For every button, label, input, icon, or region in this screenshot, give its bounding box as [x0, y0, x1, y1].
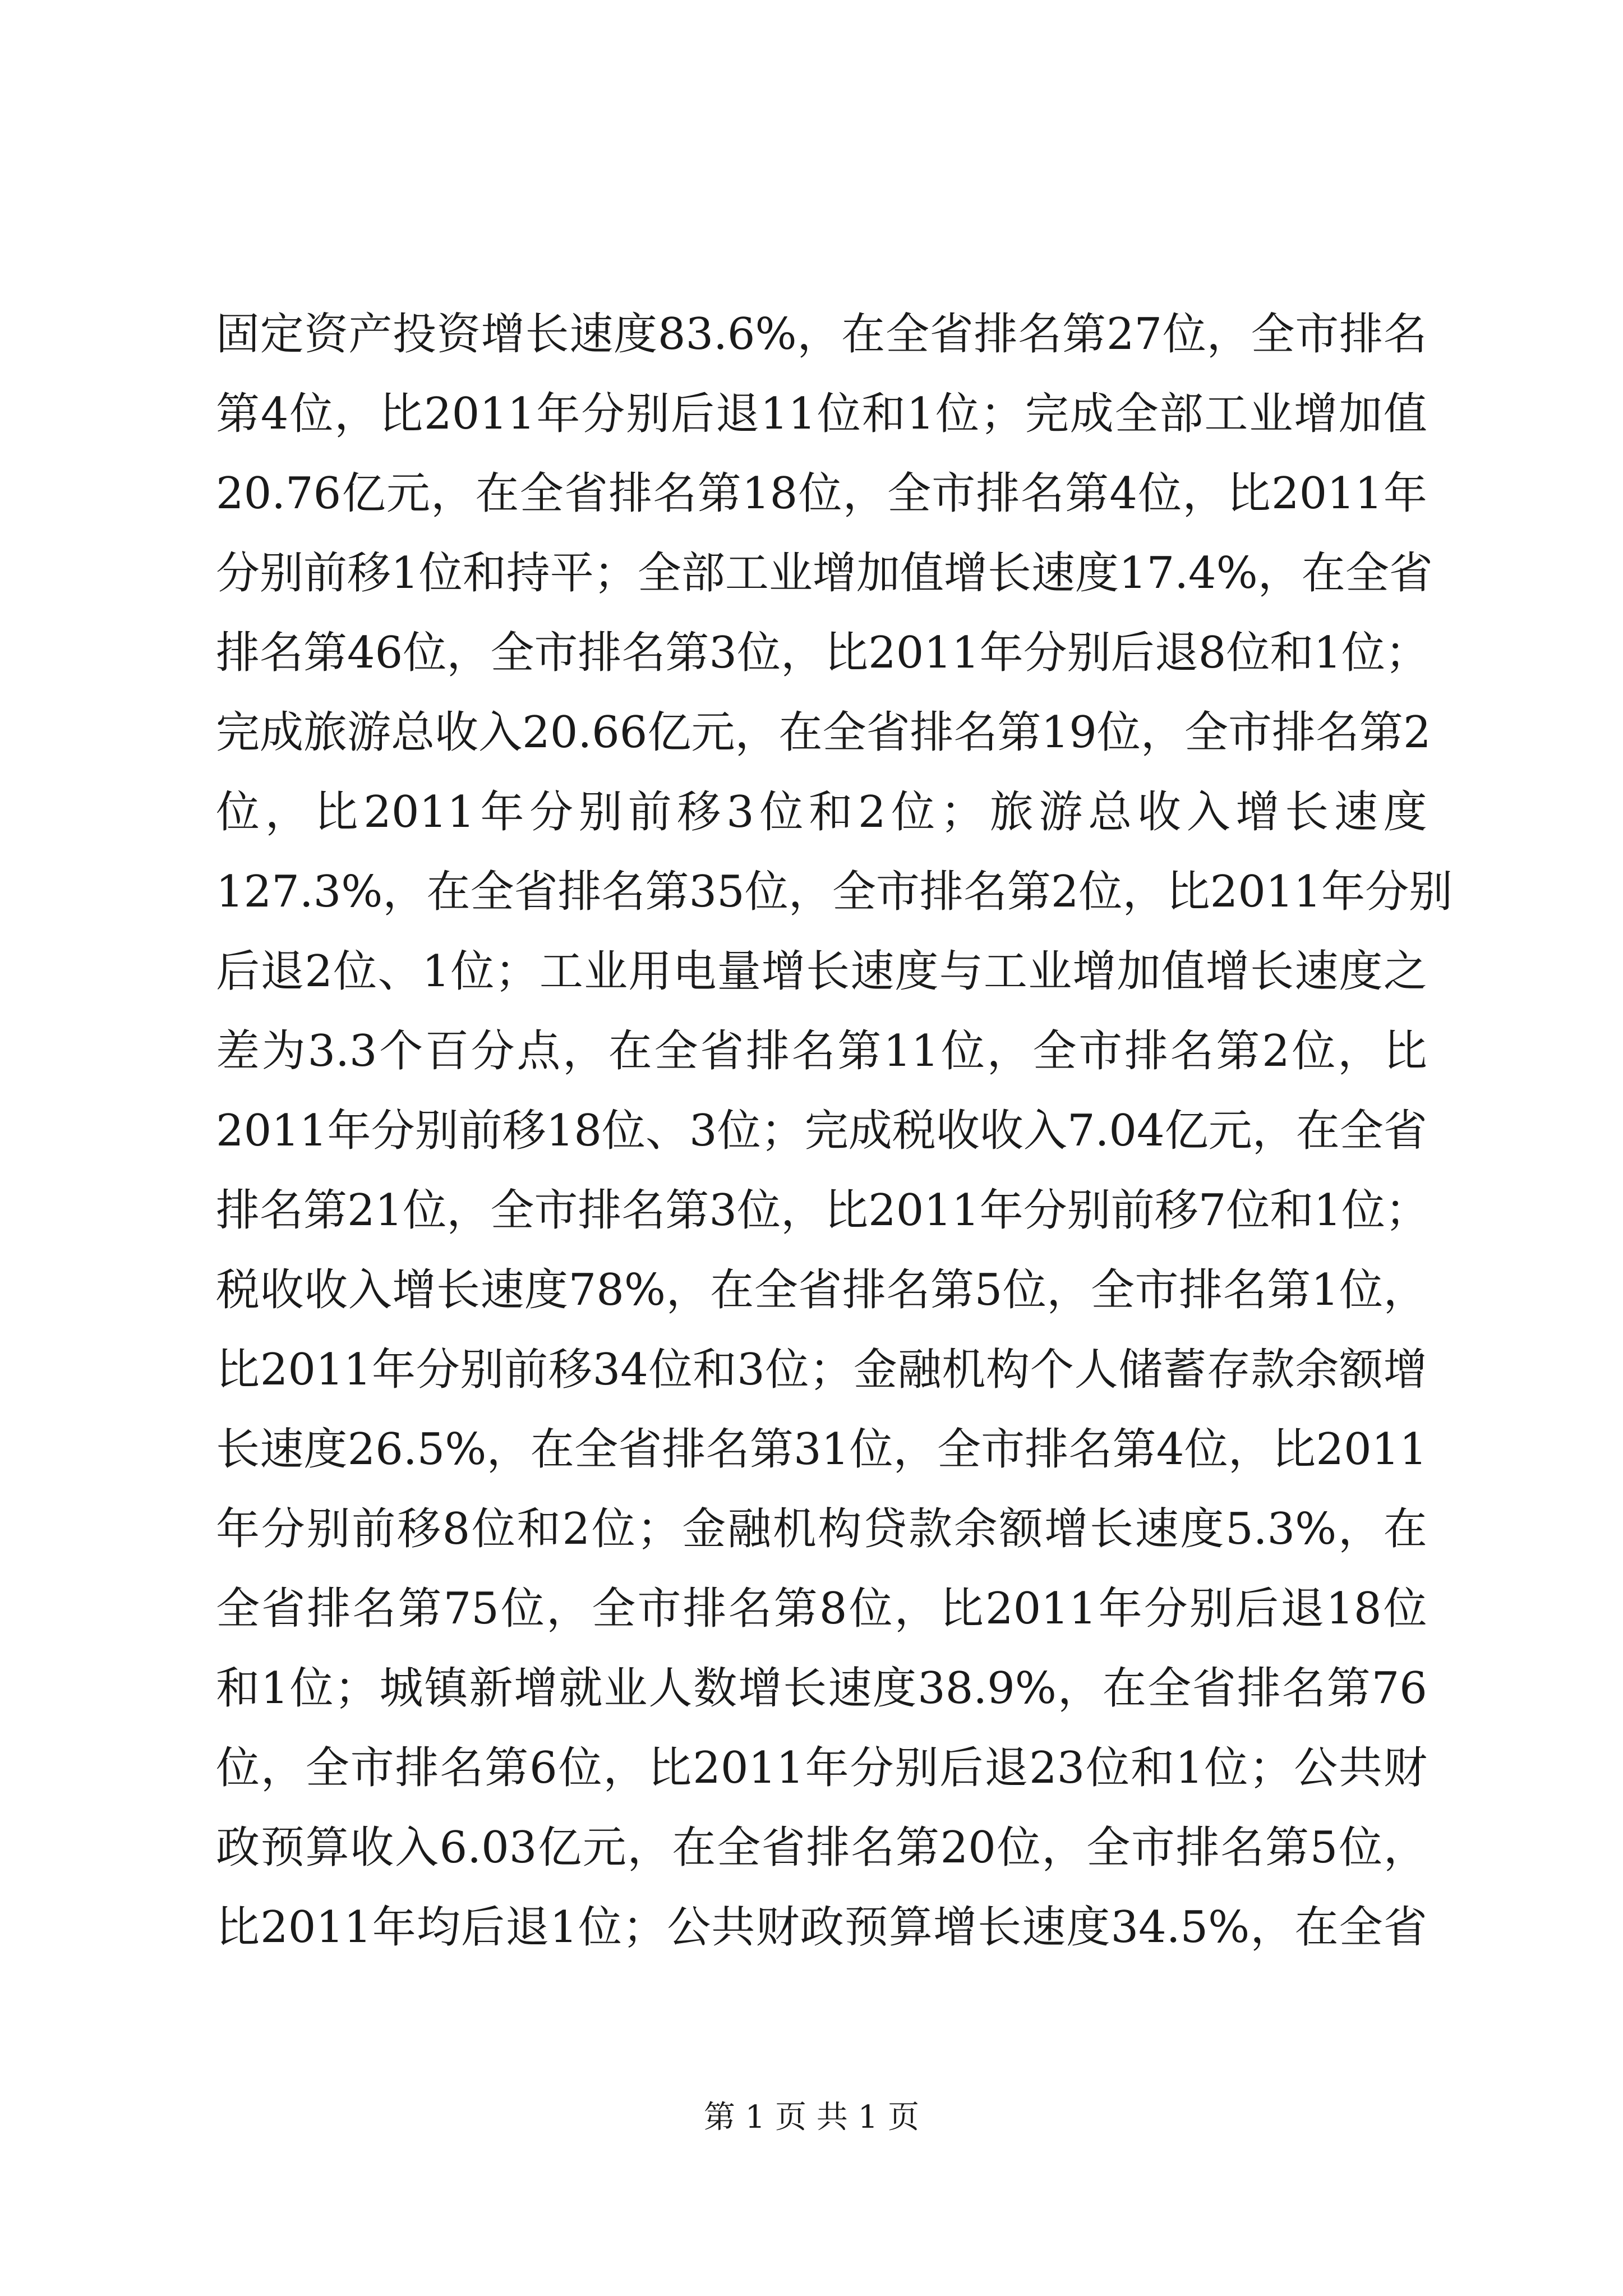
text-line: 固 定 资 产 投 资 增 长 速 度 83.6% ， 在 全 省 排 名 第 27 位 ， 全 市 排 名: [216, 309, 1427, 360]
text-line: 完 成 旅 游 总 收 入 20.66 亿 元 ， 在 全 省 排 名 第 19 位 ， 全 市 排 名 第 2: [216, 707, 1431, 758]
text-line: 政 预 算 收 入 6.03 亿 元 ， 在 全 省 排 名 第 20 位 ， 全 市 排 名 第 5 位 ，: [216, 1823, 1427, 1873]
text-line: 比 2011 年 均 后 退 1 位 ； 公 共 财 政 预 算 增 长 速 度 34.5% ， 在 全 省: [216, 1902, 1427, 1953]
text-line: 20.76 亿 元 ， 在 全 省 排 名 第 18 位 ， 全 市 排 名 第 4 位 ， 比 2011 年: [216, 468, 1427, 519]
text-line: 位 ， 比 2011 年 分 别 前 移 3 位 和 2 位 ； 旅 游 总 收 入 增 长 速 度: [216, 787, 1427, 838]
text-line: 后 退 2 位 、 1 位 ； 工 业 用 电 量 增 长 速 度 与 工 业 增 加 值 增 长 速 度 之: [216, 946, 1427, 997]
text-line: 和 1 位 ； 城 镇 新 增 就 业 人 数 增 长 速 度 38.9% ， 在 全 省 排 名 第 76: [216, 1663, 1427, 1714]
text-line: 127.3% ， 在 全 省 排 名 第 35 位 ， 全 市 排 名 第 2 位 ， 比 2011 年 分 别: [216, 867, 1453, 917]
text-line: 比 2011 年 分 别 前 移 34 位 和 3 位 ； 金 融 机 构 个 人 储 蓄 存 款 余 额 增: [216, 1345, 1427, 1395]
text-line: 第 4 位 ， 比 2011 年 分 别 后 退 11 位 和 1 位 ； 完 成 全 部 工 业 增 加 值: [216, 389, 1427, 439]
text-line: 税 收 收 入 增 长 速 度 78% ， 在 全 省 排 名 第 5 位 ， 全 市 排 名 第 1 位 ，: [216, 1265, 1427, 1315]
text-line: 分 别 前 移 1 位 和 持 平 ； 全 部 工 业 增 加 值 增 长 速 度 17.4% ， 在 全 省: [216, 548, 1433, 599]
text-line: 位 ， 全 市 排 名 第 6 位 ， 比 2011 年 分 别 后 退 23 位 和 1 位 ； 公 共 财: [216, 1743, 1427, 1793]
text-line: 年 分 别 前 移 8 位 和 2 位 ； 金 融 机 构 贷 款 余 额 增 长 速 度 5.3% ， 在: [216, 1504, 1427, 1554]
text-line: 排 名 第 21 位 ， 全 市 排 名 第 3 位 ， 比 2011 年 分 别 前 移 7 位 和 1 位 ；: [216, 1185, 1430, 1236]
text-line: 2011 年 分 别 前 移 18 位 、 3 位 ； 完 成 税 收 收 入 7.04 亿 元 ， 在 全 省: [216, 1106, 1427, 1156]
text-line: 差 为 3.3 个 百 分 点 ， 在 全 省 排 名 第 11 位 ， 全 市 排 名 第 2 位 ， 比: [216, 1026, 1427, 1076]
text-line: 排 名 第 46 位 ， 全 市 排 名 第 3 位 ， 比 2011 年 分 别 后 退 8 位 和 1 位 ；: [216, 628, 1430, 678]
body-text: [216, 295, 1453, 1967]
page-footer: 第 1 页 共 1 页: [703, 2099, 920, 2136]
text-line: 长 速 度 26.5% ， 在 全 省 排 名 第 31 位 ， 全 市 排 名 第 4 位 ， 比 2011: [216, 1424, 1427, 1475]
text-line: 全 省 排 名 第 75 位 ， 全 市 排 名 第 8 位 ， 比 2011 年 分 别 后 退 18 位: [216, 1584, 1427, 1634]
